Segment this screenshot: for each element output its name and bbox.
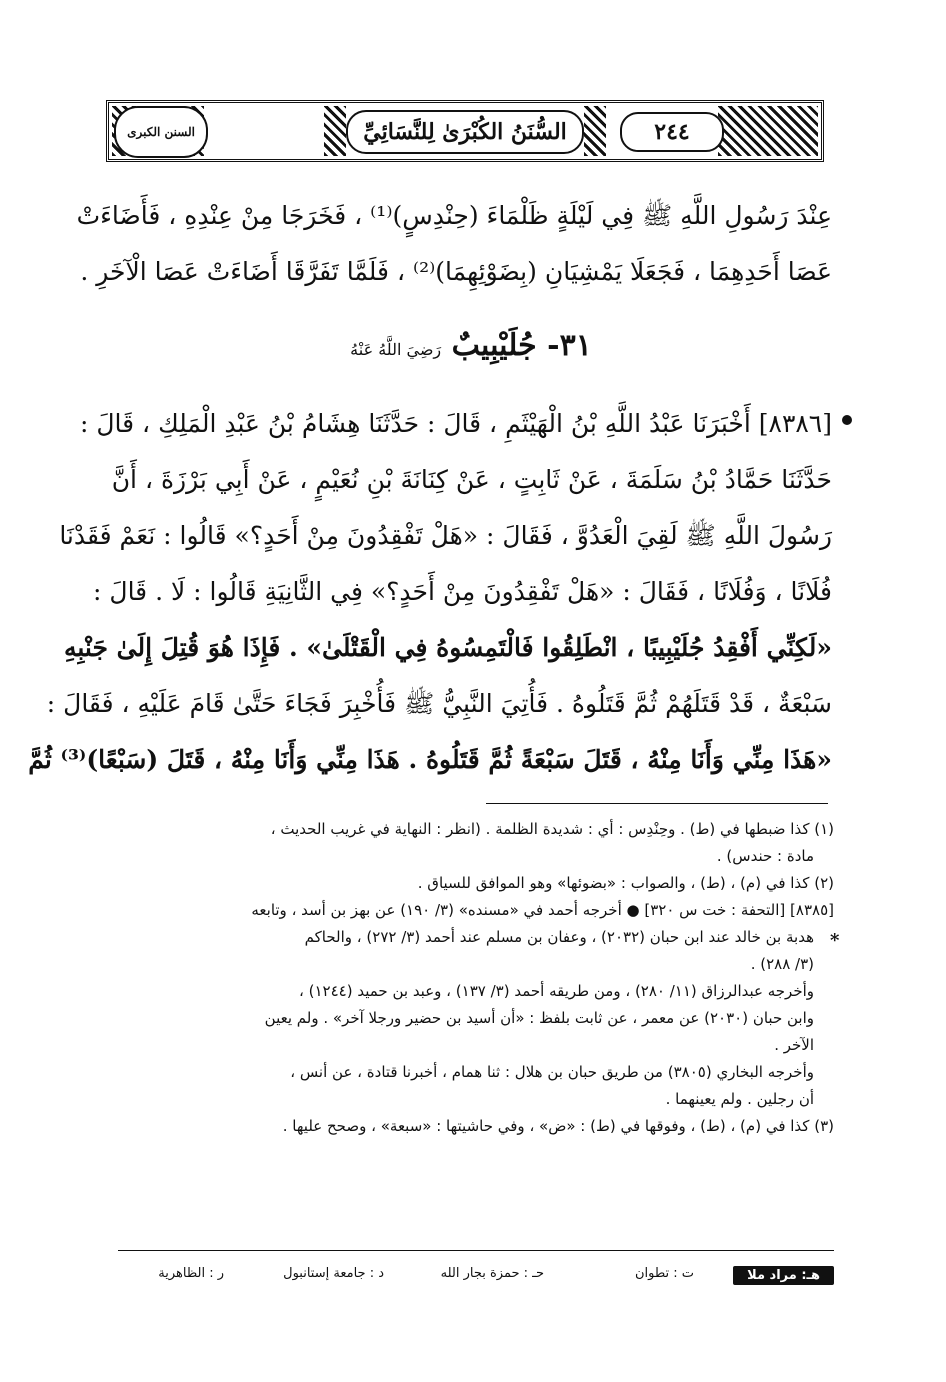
asterisk-icon: * (830, 930, 840, 951)
text-line: [٨٣٨٦] أَخْبَرَنَا عَبْدُ اللَّهِ بْنُ الْهَيْثَمِ ، قَالَ : حَدَّثَنَا هِشَامُ بْنُ عَبْدِ الْمَلِكِ ، قَالَ : (80, 409, 832, 438)
footnote: مادة : حندس) . (716, 847, 814, 865)
text-line: فُلَانًا ، وَفُلَانًا ، فَقَالَ : «هَلْ تَفْقِدُونَ مِنْ أَحَدٍ؟» فِي الثَّانِيَةِ قَالُوا : لَا . قَالَ : (93, 577, 832, 606)
manuscript-r: ر : الظاهرية (158, 1266, 224, 1281)
manuscript-h: حـ : حمزة بجار الله (440, 1266, 544, 1281)
book-emblem: السنن الكبرى (114, 106, 208, 158)
page-header (106, 100, 824, 162)
header-ornament-right (718, 106, 818, 156)
footnote-separator (486, 803, 828, 804)
bullet-icon (842, 415, 852, 425)
footer-separator (118, 1250, 834, 1251)
footnote: [٨٣٨٥] [التحفة : خت س ٣٢٠] ● أخرجه أحمد في «مسنده» (٣/ ١٩٠) عن بهز بن أسد ، وتابعه (251, 901, 834, 919)
manuscript-badge: هـ: مراد ملا (733, 1266, 834, 1285)
header-ornament-inner-left (324, 106, 346, 156)
text-line: عَصَا أَحَدِهِمَا ، فَجَعَلَا يَمْشِيَانِ (بِضَوْئِهِمَا)⁽²⁾ ، فَلَمَّا تَفَرَّقَا أَضَاءَتْ عَصَا الْآخَرِ . (80, 257, 832, 286)
footnote: هدبة بن خالد عند ابن حبان (٢٠٣٢) ، وعفان بن مسلم عند أحمد (٣/ ٢٧٢) ، والحاكم (304, 928, 814, 946)
footnote: الآخر . (774, 1036, 814, 1054)
footnote: (٣) كذا في (م) ، (ط) ، وفوقها في (ط) : «ض» ، وفي حاشيتها : «سبعة» ، وصحح عليها . (282, 1117, 834, 1135)
footnote: أن رجلين . ولم يعينهما . (665, 1090, 814, 1108)
manuscript-d: د : جامعة إستانبول (283, 1266, 384, 1281)
footnote: (٣/ ٢٨٨) . (750, 955, 814, 973)
manuscript-footer (118, 1260, 834, 1290)
main-text-top (76, 188, 832, 300)
text-line: عِنْدَ رَسُولِ اللَّهِ ﷺ فِي لَيْلَةٍ ظَلْمَاءَ (حِنْدِسٍ)⁽¹⁾ ، فَخَرَجَا مِنْ عِنْدِهِ ، فَأَضَاءَتْ (76, 201, 832, 230)
chapter-honorific: رَضِيَ اللَّهُ عَنْهُ (350, 340, 442, 359)
text-line: رَسُولَ اللَّهِ ﷺ لَقِيَ الْعَدُوَّ ، فَقَالَ : «هَلْ تَفْقِدُونَ مِنْ أَحَدٍ؟» قَالُوا : نَعَمْ فَقَدْنَا (59, 521, 832, 550)
page-number: ٢٤٤ (620, 112, 724, 152)
footnote: (٢) كذا في (م) ، (ط) ، والصواب : «بضوئها» وهو الموافق للسياق . (417, 874, 834, 892)
footnote: (١) كذا ضبطها في (ط) . وحِنْدِس : أي : شديدة الظلمة . (انظر : النهاية في غريب الحديث ، (270, 820, 834, 838)
text-line: حَدَّثَنَا حَمَّادُ بْنُ سَلَمَةَ ، عَنْ ثَابِتٍ ، عَنْ كِنَانَةَ بْنِ نُعَيْمٍ ، عَنْ أَبِي بَرْزَةَ ، أَنَّ (111, 465, 832, 494)
text-line: سَبْعَةٌ ، قَدْ قَتَلَهُمْ ثُمَّ قَتَلُوهُ . فَأُتِيَ النَّبِيُّ ﷺ فَأُخْبِرَ فَجَاءَ حَتَّىٰ قَامَ عَلَيْهِ ، فَقَالَ : (46, 689, 832, 718)
hadith-body (28, 396, 832, 788)
text-line: «هَذَا مِنِّي وَأَنَا مِنْهُ ، قَتَلَ سَبْعَةً ثُمَّ قَتَلُوهُ . هَذَا مِنِّي وَأَنَا مِنْهُ ، قَتَلَ (سَبْعًا)⁽³⁾ ثُمَّ (28, 745, 832, 774)
footnote: وأخرجه عبدالرزاق (١١/ ٢٨٠) ، ومن طريقه أحمد (٣/ ١٣٧) ، وعبد بن حميد (١٢٤٤) ، (299, 982, 814, 1000)
footnote: وأخرجه البخاري (٣٨٠٥) من طريق حبان بن هلال : ثنا همام ، أخبرنا قتادة ، عن أنس ، (290, 1063, 814, 1081)
manuscript-t: ت : تطوان (634, 1266, 694, 1281)
footnote: وابن حبان (٢٠٣٠) عن معمر ، عن ثابت بلفظ : «أن أسيد بن حضير ورجلا آخر» . ولم يعين (264, 1009, 814, 1027)
footnotes (118, 816, 834, 1140)
book-title: السُّنَنُ الكُبْرَىٰ لِلنَّسَائِيِّ (346, 110, 584, 154)
chapter-title (110, 328, 832, 363)
header-ornament-inner-right (584, 106, 606, 156)
chapter-title-text: ٣١- جُلَيْبِيبٌ (451, 328, 592, 363)
text-line: «لَكِنِّي أَفْقِدُ جُلَيْبِيبًا ، انْطَلِقُوا فَالْتَمِسُوهُ فِي الْقَتْلَىٰ» . فَإِذَا هُوَ قُتِلَ إِلَىٰ جَنْبِهِ (63, 633, 832, 662)
